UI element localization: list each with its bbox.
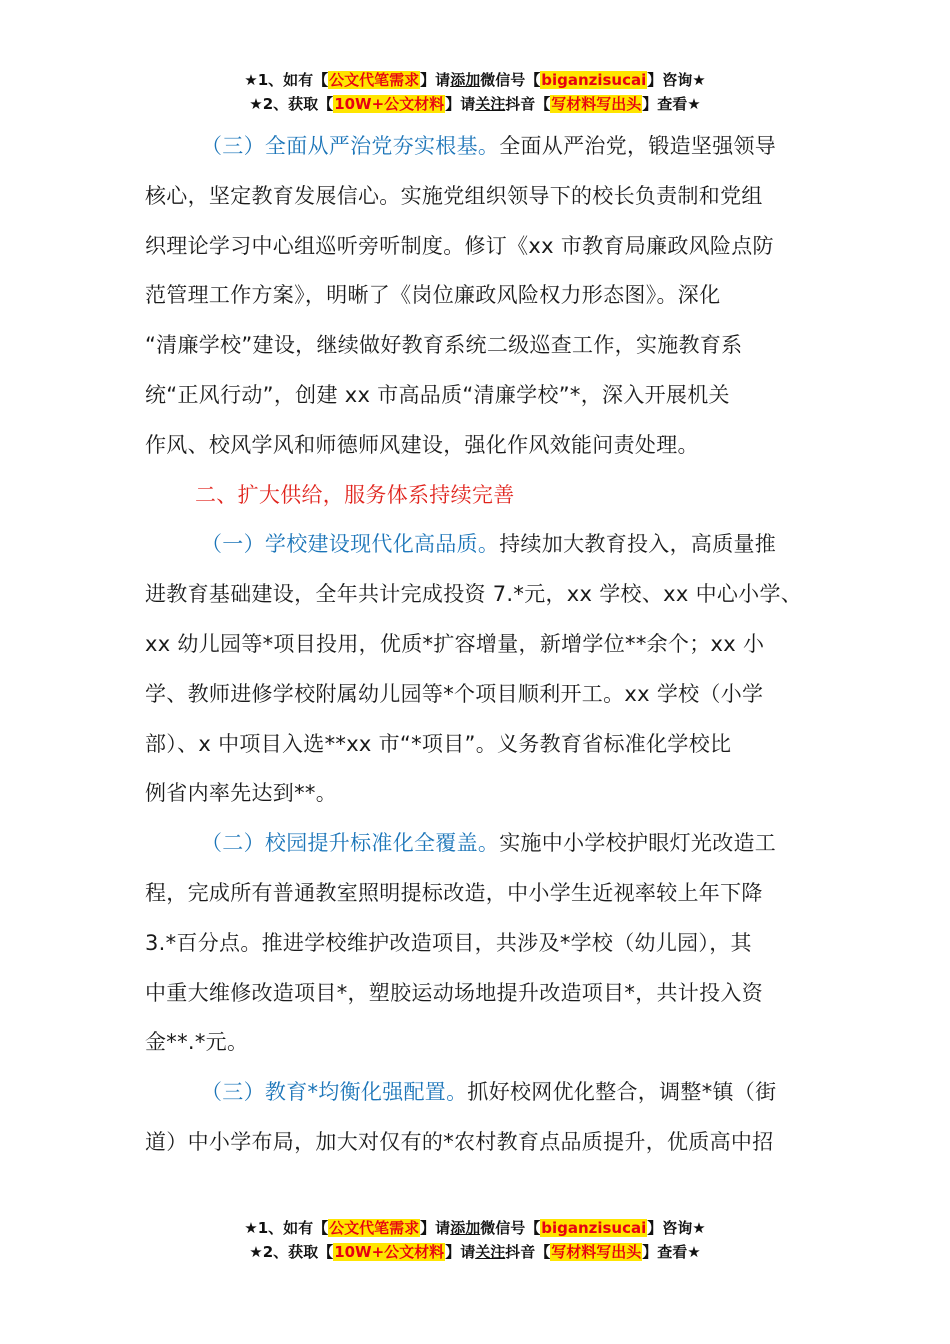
promo-text: 抖音【 <box>505 1243 551 1261</box>
line-text: 实施中小学校护眼灯光改造工 <box>499 831 777 856</box>
paragraph-line <box>145 1068 815 1118</box>
promo-text: 】查看★ <box>642 95 701 113</box>
paragraph-line: “清廉学校”建设，继续做好教育系统二级巡查工作，实施教育系 <box>145 333 743 358</box>
promo-text: 】咨询★ <box>647 1219 706 1237</box>
promo-text: ★2、获取【 <box>249 1243 334 1261</box>
promo-line-2 <box>0 92 950 116</box>
paragraph-balanced-allocation <box>145 1068 815 1168</box>
paragraph-line <box>145 122 815 172</box>
paragraph-line: 程，完成所有普通教室照明提标改造，中小学生近视率较上年下降 <box>145 880 763 905</box>
paragraph-line: 学、教师进修学校附属幼儿园等*个项目顺利开工。xx 学校（小学 <box>145 681 764 706</box>
line-text: 持续加大教育投入，高质量推 <box>499 532 777 557</box>
subsection-heading: （一）学校建设现代化高品质。 <box>201 532 500 557</box>
promo-text: 抖音【 <box>505 95 551 113</box>
promo-text: 】查看★ <box>642 1243 701 1261</box>
promo-underline: 关注 <box>475 1243 506 1261</box>
promo-text: 】请 <box>445 1243 476 1261</box>
line-text: 全面从严治党，锻造坚强领导 <box>499 134 777 158</box>
paragraph-school-construction <box>145 520 815 819</box>
promo-highlight: 写材料写出头 <box>551 1243 642 1261</box>
paragraph-line: 统“正风行动”，创建 xx 市高品质“清廉学校”*，深入开展机关 <box>145 382 730 407</box>
paragraph-line: xx 幼儿园等*项目投用，优质*扩容增量，新增学位**余个；xx 小 <box>145 631 765 656</box>
promo-text: 】请 <box>445 95 476 113</box>
paragraph-line <box>145 819 815 869</box>
promo-text: 】咨询★ <box>647 71 706 89</box>
promo-highlight: 10W+公文材料 <box>334 95 445 113</box>
promo-underline: 关注 <box>475 95 506 113</box>
paragraph-line: 进教育基础建设，全年共计完成投资 7.*元，xx 学校、xx 中心小学、 <box>145 582 803 607</box>
paragraph-line: 部）、x 中项目入选**xx 市“*项目”。义务教育省标准化学校比 <box>145 731 732 756</box>
promo-line-2 <box>0 1240 950 1264</box>
subsection-heading: （三）教育*均衡化强配置。 <box>201 1080 468 1105</box>
paragraph-line: 金**.*元。 <box>145 1030 249 1055</box>
line-text: 抓好校网优化整合，调整*镇（街 <box>467 1080 777 1105</box>
promo-text: ★2、获取【 <box>249 95 334 113</box>
promo-text: 微信号【 <box>480 1219 541 1237</box>
paragraph-line: 范管理工作方案》，明晰了《岗位廉政风险权力形态图》。深化 <box>145 283 721 308</box>
promo-line-1 <box>0 1216 950 1240</box>
promo-highlight: 公文代笔需求 <box>329 71 420 89</box>
promo-underline: 添加 <box>450 71 481 89</box>
section-heading-text: 二、扩大供给，服务体系持续完善 <box>195 482 515 507</box>
paragraph-line: 3.*百分点。推进学校维护改造项目，共涉及*学校（幼儿园），其 <box>145 930 752 955</box>
promo-highlight: biganzisucai <box>541 1219 647 1237</box>
paragraph-line: 中重大维修改造项目*，塑胶运动场地提升改造项目*，共计投入资 <box>145 980 763 1005</box>
promo-text: 微信号【 <box>480 71 541 89</box>
paragraph-line: 作风、校风学风和师德师风建设，强化作风效能问责处理。 <box>145 432 699 457</box>
document-body <box>145 122 815 1168</box>
promo-highlight: 10W+公文材料 <box>334 1243 445 1261</box>
paragraph-line: 例省内率先达到**。 <box>145 781 337 806</box>
promo-line-1 <box>0 68 950 92</box>
promo-text: 】请 <box>420 71 451 89</box>
section-heading <box>145 471 815 521</box>
promo-highlight: 写材料写出头 <box>551 95 642 113</box>
subsection-heading: （二）校园提升标准化全覆盖。 <box>201 831 500 856</box>
promo-text: ★1、如有【 <box>244 1219 329 1237</box>
paragraph-party-governance <box>145 122 815 471</box>
header-promo-banner <box>0 68 950 116</box>
paragraph-line: 道）中小学布局，加大对仅有的*农村教育点品质提升，优质高中招 <box>145 1129 774 1154</box>
paragraph-campus-upgrade <box>145 819 815 1068</box>
promo-text: ★1、如有【 <box>244 71 329 89</box>
promo-text: 】请 <box>420 1219 451 1237</box>
paragraph-line: 织理论学习中心组巡听旁听制度。修订《xx 市教育局廉政风险点防 <box>145 233 774 258</box>
paragraph-line <box>145 520 815 570</box>
promo-underline: 添加 <box>450 1219 481 1237</box>
promo-highlight: biganzisucai <box>541 71 647 89</box>
promo-highlight: 公文代笔需求 <box>329 1219 420 1237</box>
footer-promo-banner <box>0 1216 950 1264</box>
paragraph-line: 核心，坚定教育发展信心。实施党组织领导下的校长负责制和党组 <box>145 183 763 208</box>
subsection-heading: （三）全面从严治党夯实根基。 <box>201 134 500 158</box>
